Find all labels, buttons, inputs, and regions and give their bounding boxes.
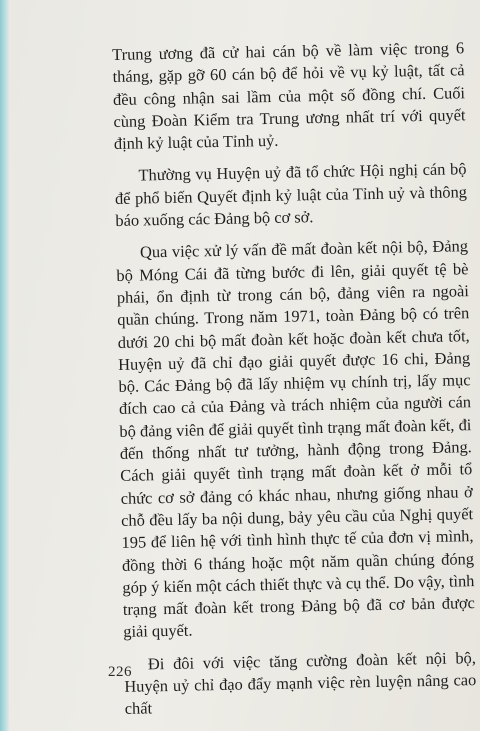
paragraph-1: Trung ương đã cử hai cán bộ về làm việc trong 6 tháng, gặp gỡ 60 cán bộ để hỏi về vụ kỷ luật, tất cả đều công nhận sai lầm của một số đồng chí. Cuối cùng Đoàn Kiểm tra Trung ương nhất trí với quyết định kỷ luật của Tỉnh uỷ. (112, 38, 466, 154)
paragraph-3: Qua việc xử lý vấn đề mất đoàn kết nội bộ, Đảng bộ Móng Cái đã từng bước đi lên, giải quyết tệ bè phái, ổn định từ trong cán bộ, đảng viên ra ngoài quần chúng. Trong năm 1971, toàn Đảng bộ có trên dưới 20 chi bộ mất đoàn kết hoặc đoàn kết chưa tốt, Huyện uỷ đã chỉ đạo giải quyết được 16 chi, Đảng bộ. Các Đảng bộ đã lấy nhiệm vụ chính trị, lấy mục đích cao cả của Đảng và trách nhiệm của người cán bộ đảng viên để giải quyết tình trạng mất đoàn kết, đi đến thống nhất tư tưởng, hành động trong Đảng. Cách giải quyết tình trạng mất đoàn kết ở mỗi tổ chức cơ sở đảng có khác nhau, nhưng giống nhau ở chỗ đều lấy ba nội dung, bảy yêu cầu của Nghị quyết 195 để liên hệ với tình hình thực tế của đơn vị mình, đồng thời 6 tháng hoặc một năm quần chúng đóng góp ý kiến một cách thiết thực và cụ thể. Do vậy, tình trạng mất đoàn kết trong Đảng bộ đã cơ bản được giải quyết. (116, 236, 475, 642)
page-number: 226 (108, 664, 132, 680)
body-text (112, 37, 477, 720)
paragraph-4: Đi đôi với việc tăng cường đoàn kết nội bộ, Huyện uỷ chỉ đạo đẩy mạnh việc rèn luyện nâng cao chất (124, 647, 477, 719)
book-spine-edge (0, 0, 9, 731)
paragraph-2: Thường vụ Huyện uỷ đã tổ chức Hội nghị cán bộ để phổ biến Quyết định kỷ luật của Tỉnh uỷ và thông báo xuống các Đảng bộ cơ sở. (114, 159, 468, 231)
